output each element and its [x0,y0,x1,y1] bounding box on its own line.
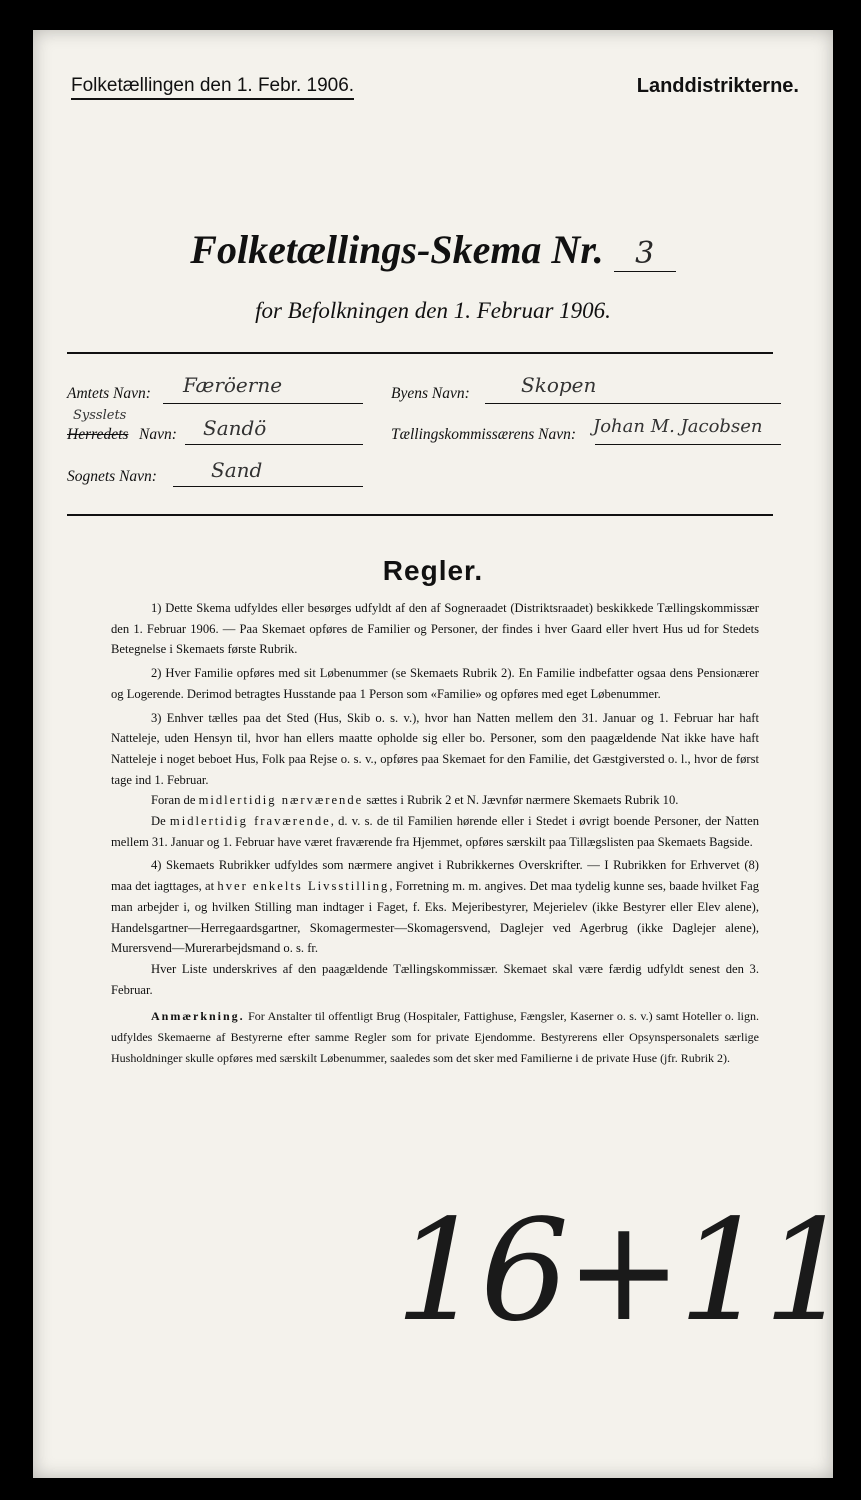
herred-label-struck: Herredets [67,426,129,443]
byen-label: Byens Navn: [391,385,470,402]
rule-3-absent: De midlertidig fraværende, d. v. s. de til Familien hørende eller i Stedet i øvrigt boende Personer, der Natten mellem 31. Januar og 1. Februar have været fraværende fra Hjemmet, opføres særskilt paa Tillægslisten paa Skemaets Bagside. [111,814,759,849]
sogn-label: Sognets Navn: [67,468,157,485]
form-title-text: Folketællings-Skema Nr. [190,227,604,272]
amt-line [163,403,363,404]
herred-value: Sandö [203,416,267,440]
header-district-type: Landdistrikterne. [636,75,799,97]
kommissaer-label: Tællingskommissærens Navn: [391,426,577,443]
divider-bottom [67,514,773,516]
rule-1: 1) Dette Skema udfyldes eller besørges udfyldt af den af Sogneraadet (Distriktsraadet) beskikkede Tællingskommissær den 1. Februar 1906. — Paa Skemaet opføres de Familier og Personer, der findes i hver Gaard eller hvert Hus ud for Stedets Betegnelse i Skemaets første Rubrik. [111,601,759,657]
form-title [33,226,833,273]
byen-value: Skopen [521,373,597,397]
kommissaer-line [595,444,781,445]
rule-2: 2) Hver Familie opføres med sit Løbenummer (se Skemaets Rubrik 2). En Familie indbefatter ogsaa dens Pensionærer og Logerende. Derimod betragtes Husstande paa 1 Person som «Familie» og opføres med eget Løbenummer. [111,666,759,701]
rule-signature: Hver Liste underskrives af den paagældende Tællingskommissær. Skemaet skal være færdig udfyldt senest den 3. Februar. [111,961,759,997]
rule-4: 4) Skemaets Rubrikker udfyldes som nærmere angivet i Rubrikkernes Overskrifter. — I Rubrikken for Erhvervet (8) maa det iagttages, at hver enkelts Livsstilling, Forretning m. m. angives. Det maa tydelig kunne ses, baade hvilket Fag man arbejder i, og hvilken Stilling man indtager i Faget, f. Eks. Mejeribestyrer, Mejerielev (ikke Bestyrer eller Elev alene), Handelsgartner—Herregaardsgartner, Skomagermester—Skomagersvend, Daglejer ved Agerbrug (ikke Daglejer alene), Murersvend—Murerarbejdsmand o. s. fr. [111,858,759,956]
rules-text [111,598,759,1068]
kommissaer-value: Johan M. Jacobsen [593,416,763,437]
amt-label: Amtets Navn: [67,385,151,402]
herred-line [185,444,363,445]
herred-replacement: Sysslets [73,408,127,423]
herred-label: Navn: [139,426,177,443]
form-number: 3 [614,236,676,272]
handwritten-count: 16+11 [395,1190,849,1353]
rules-heading: Regler. [382,555,484,586]
amt-value: Færöerne [183,373,283,397]
rule-3-present: Foran de midlertidig nærværende sættes i Rubrik 2 et N. Jævnfør nærmere Skemaets Rubrik 10. [151,793,679,808]
sogn-value: Sand [211,458,263,482]
divider-top [67,352,773,354]
form-subtitle: for Befolkningen den 1. Februar 1906. [255,298,611,323]
sogn-line [173,486,363,487]
header-census-date: Folketællingen den 1. Febr. 1906. [71,75,354,100]
remark: Anmærkning. For Anstalter til offentligt Brug (Hospitaler, Fattighuse, Fængsler, Kaserner o. s. v.) samt Hoteller o. lign. udfyldes Skemaerne af Bestyrerne efter samme Regler som for private Ejendomme. Bestyrerens eller Opsynspersonalets særlige Husholdninger skulle opføres med særskilt Løbenummer, saaledes som det sker med Familierne i de private Huse (jfr. Rubrik 2). [111,1009,759,1065]
byen-line [485,403,781,404]
rule-3: 3) Enhver tælles paa det Sted (Hus, Skib o. s. v.), hvor han Natten mellem den 31. Januar og 1. Februar har haft Natteleje, uden Hensyn til, hvor han ellers maatte opholde sig eller bo. Personer, som den paagældende Nat ikke have haft Natteleje i noget beboet Hus, Folk paa Rejse o. s. v., opføres paa Skemaet for den Familie, det Gæstgiversted o. l., hvor de først tage ind 1. Februar. [111,710,759,787]
census-form-page [33,30,849,1478]
